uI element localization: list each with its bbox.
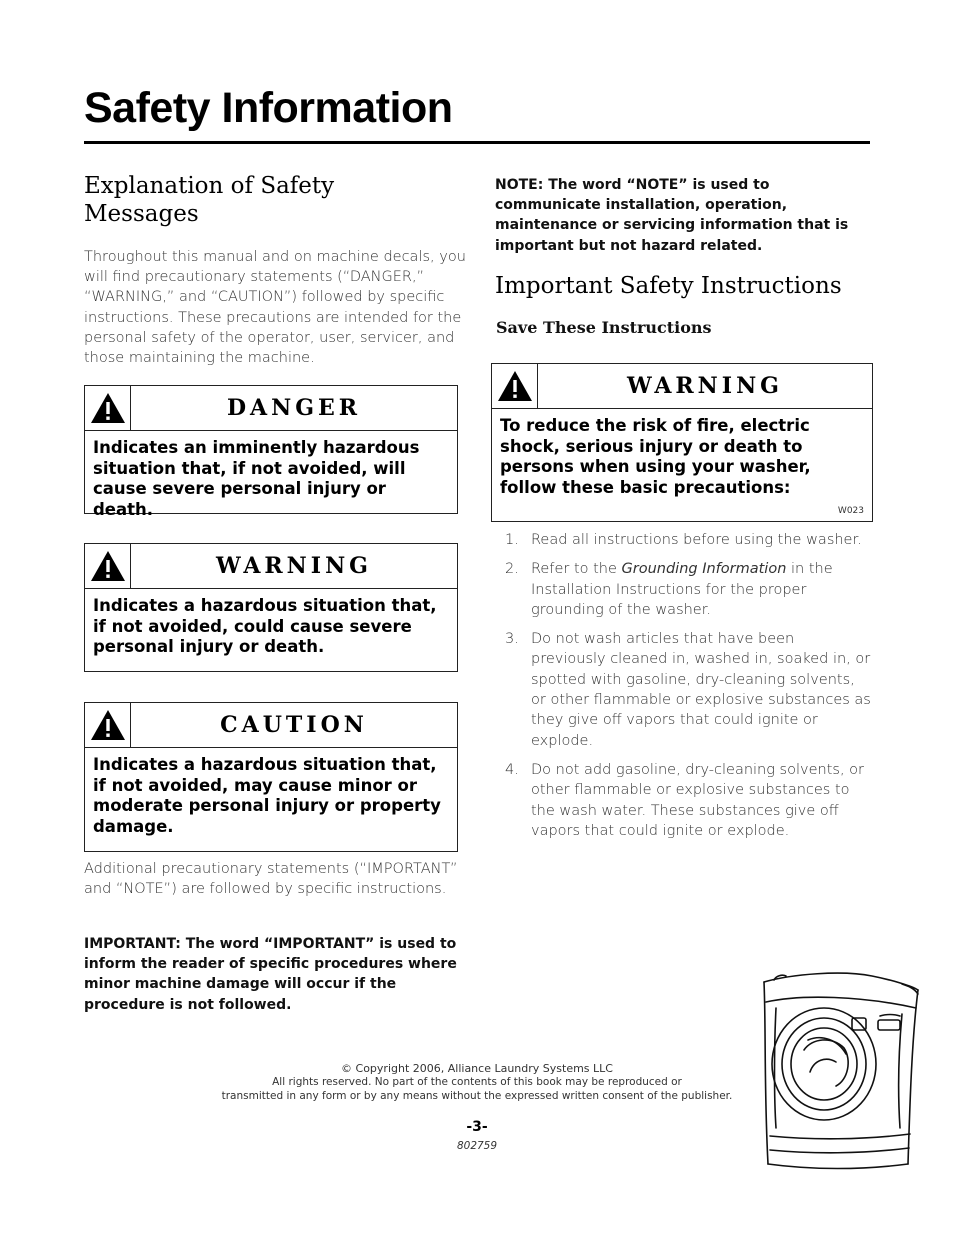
save-instructions-subheading: Save These Instructions xyxy=(496,318,712,337)
intro-paragraph: Throughout this manual and on machine decals, you will find precautionary statements (“DANGER,” “WARNING,” and “CAUTION”) followed by specific instructions. These precautions are intended for the personal safety of the operator, user, servicer, and those maintaining the machine. xyxy=(84,249,466,367)
warning-triangle-icon xyxy=(492,364,538,408)
danger-box xyxy=(84,385,458,519)
rights-line-2: transmitted in any form or by any means without the expressed written consent of the publisher. xyxy=(221,1090,733,1102)
warning-triangle-icon xyxy=(85,544,131,588)
page-title: Safety Information xyxy=(84,84,453,132)
document-number: 802759 xyxy=(456,1140,498,1152)
page-number: -3- xyxy=(466,1119,488,1135)
title-rule xyxy=(84,141,870,144)
additional-paragraph: Additional precautionary statements (“IMPORTANT” and “NOTE”) are followed by specific instructions. xyxy=(84,861,458,898)
warning-description: Indicates a hazardous situation that, if not avoided, could cause severe personal injury or death. xyxy=(93,596,437,656)
washer-warning-box xyxy=(491,363,873,522)
list-item: 2. Refer to the Grounding Information in the Installation Instructions for the proper grounding of the washer. xyxy=(505,561,833,618)
warning-triangle-icon xyxy=(85,703,131,747)
note-paragraph: NOTE: The word “NOTE” is used to communicate installation, operation, maintenance or servicing information that is important but not hazard related. xyxy=(495,177,849,254)
list-item: 4. Do not add gasoline, dry-cleaning solvents, or other flammable or explosive substances to the wash water. These substances give off vapors that could ignite or explode. xyxy=(505,761,864,839)
important-note: IMPORTANT: The word “IMPORTANT” is used to inform the reader of specific procedures where minor machine damage will occur if the procedure is not followed. xyxy=(84,936,457,1013)
warning-code: W023 xyxy=(837,506,864,516)
washer-warning-description: To reduce the risk of fire, electric shock, serious injury or death to persons when using your washer, follow these basic precautions: xyxy=(500,416,811,497)
danger-signal-word: DANGER xyxy=(226,395,362,421)
rights-line-1: All rights reserved. No part of the contents of this book may be reproduced or xyxy=(272,1076,682,1088)
section-heading-important-safety: Important Safety Instructions xyxy=(495,273,842,299)
warning-box xyxy=(84,543,458,672)
list-item: 1. Read all instructions before using the washer. xyxy=(505,532,862,548)
warning-signal-word: WARNING xyxy=(216,553,372,579)
caution-description: Indicates a hazardous situation that, if not avoided, may cause minor or moderate personal injury or property damage. xyxy=(93,755,441,836)
section-heading-explanation: Explanation of Safety Messages xyxy=(84,173,335,227)
list-item: 3. Do not wash articles that have been previously cleaned in, washed in, soaked in, or spotted with gasoline, dry-cleaning solvents, or other flammable or explosive substances as they give off vapors that could ignite or explode. xyxy=(505,631,871,749)
washer-illustration xyxy=(752,968,924,1178)
caution-signal-word: CAUTION xyxy=(220,712,368,738)
instruction-list xyxy=(500,530,872,850)
caution-box xyxy=(84,702,458,852)
copyright-line: © Copyright 2006, Alliance Laundry Systems LLC xyxy=(341,1062,613,1075)
warning-triangle-icon xyxy=(85,386,131,430)
danger-description: Indicates an imminently hazardous situation that, if not avoided, will cause severe personal injury or death. xyxy=(93,438,420,519)
washer-warning-signal-word: WARNING xyxy=(627,373,783,399)
